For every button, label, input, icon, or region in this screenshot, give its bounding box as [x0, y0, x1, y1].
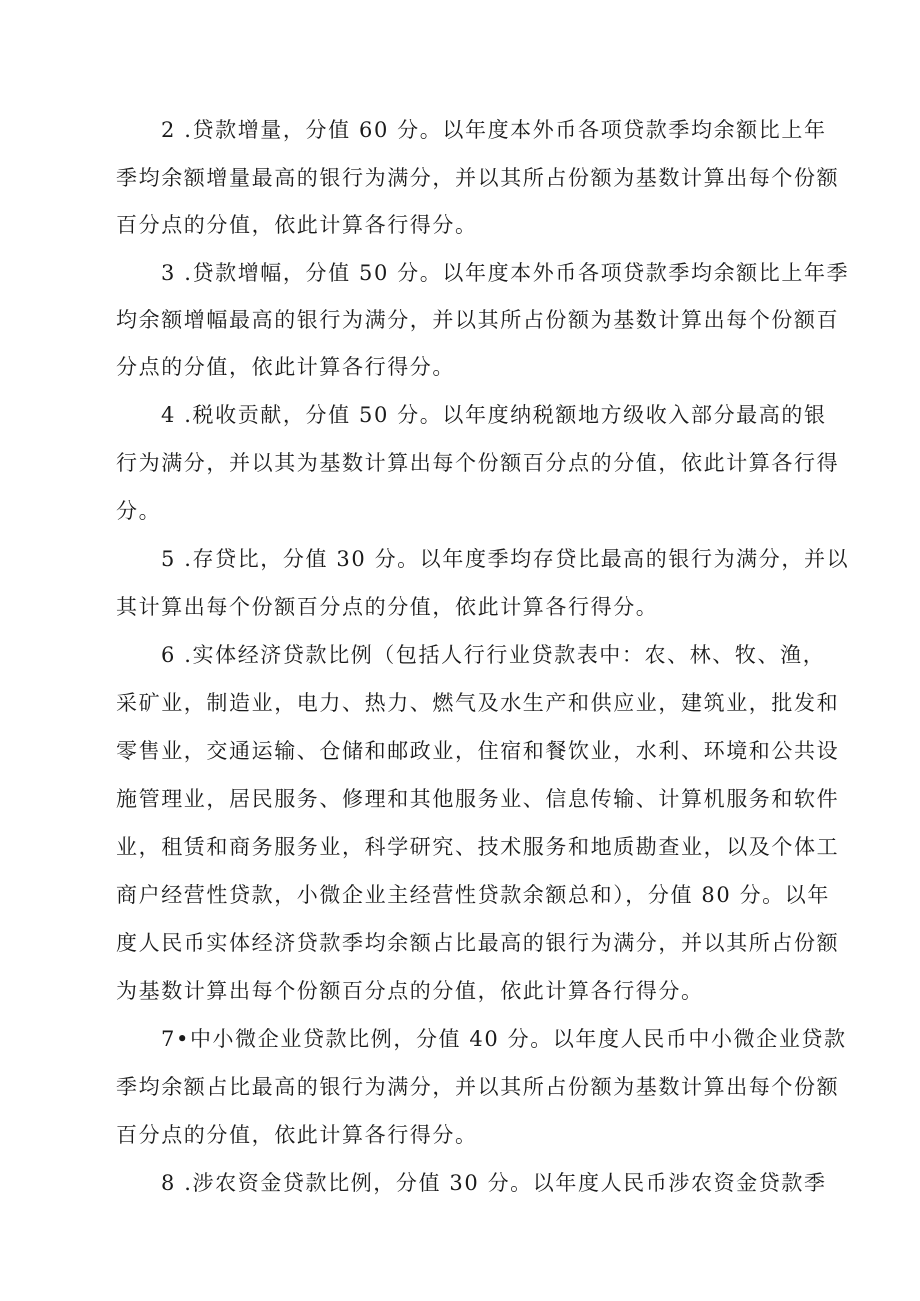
text-line: 商户经营性贷款，小微企业主经营性贷款余额总和），分值 80 分。以年	[116, 883, 830, 907]
text-line: 业，租赁和商务服务业，科学研究、技术服务和地质勘查业，以及个体工	[116, 835, 840, 859]
text-line: 5 .存贷比，分值 30 分。以年度季均存贷比最高的银行为满分，并以	[161, 547, 850, 571]
text-line: 均余额增幅最高的银行为满分，并以其所占份额为基数计算出每个份额百	[116, 308, 840, 332]
text-line: 2 .贷款增量，分值 60 分。以年度本外币各项贷款季均余额比上年	[161, 118, 827, 142]
text-line: 百分点的分值，依此计算各行得分。	[116, 1123, 478, 1147]
text-line: 采矿业，制造业，电力、热力、燃气及水生产和供应业，建筑业，批发和	[116, 691, 840, 715]
text-line: 8 .涉农资金贷款比例，分值 30 分。以年度人民币涉农资金贷款季	[161, 1171, 827, 1195]
text-line: 分。	[116, 499, 162, 523]
text-line: 季均余额占比最高的银行为满分，并以其所占份额为基数计算出每个份额	[116, 1075, 840, 1099]
text-line: 4 .税收贡献，分值 50 分。以年度纳税额地方级收入部分最高的银	[161, 403, 827, 427]
text-line: 行为满分，并以其为基数计算出每个份额百分点的分值，依此计算各行得	[116, 451, 840, 475]
text-line: 零售业，交通运输、仓储和邮政业，住宿和餐饮业，水利、环境和公共设	[116, 739, 840, 763]
text-line: 其计算出每个份额百分点的分值，依此计算各行得分。	[116, 595, 659, 619]
text-line: 为基数计算出每个份额百分点的分值，依此计算各行得分。	[116, 979, 704, 1003]
text-line: 7•中小微企业贷款比例，分值 40 分。以年度人民币中小微企业贷款	[161, 1027, 847, 1051]
text-line: 6 .实体经济贷款比例（包括人行行业贷款表中：农、林、牧、渔，	[161, 643, 826, 667]
text-line: 分点的分值，依此计算各行得分。	[116, 355, 455, 379]
text-line: 百分点的分值，依此计算各行得分。	[116, 213, 478, 237]
text-line: 3 .贷款增幅，分值 50 分。以年度本外币各项贷款季均余额比上年季	[161, 261, 850, 285]
text-line: 度人民币实体经济贷款季均余额占比最高的银行为满分，并以其所占份额	[116, 931, 840, 955]
text-line: 施管理业，居民服务、修理和其他服务业、信息传输、计算机服务和软件	[116, 787, 840, 811]
text-line: 季均余额增量最高的银行为满分，并以其所占份额为基数计算出每个份额	[116, 166, 840, 190]
